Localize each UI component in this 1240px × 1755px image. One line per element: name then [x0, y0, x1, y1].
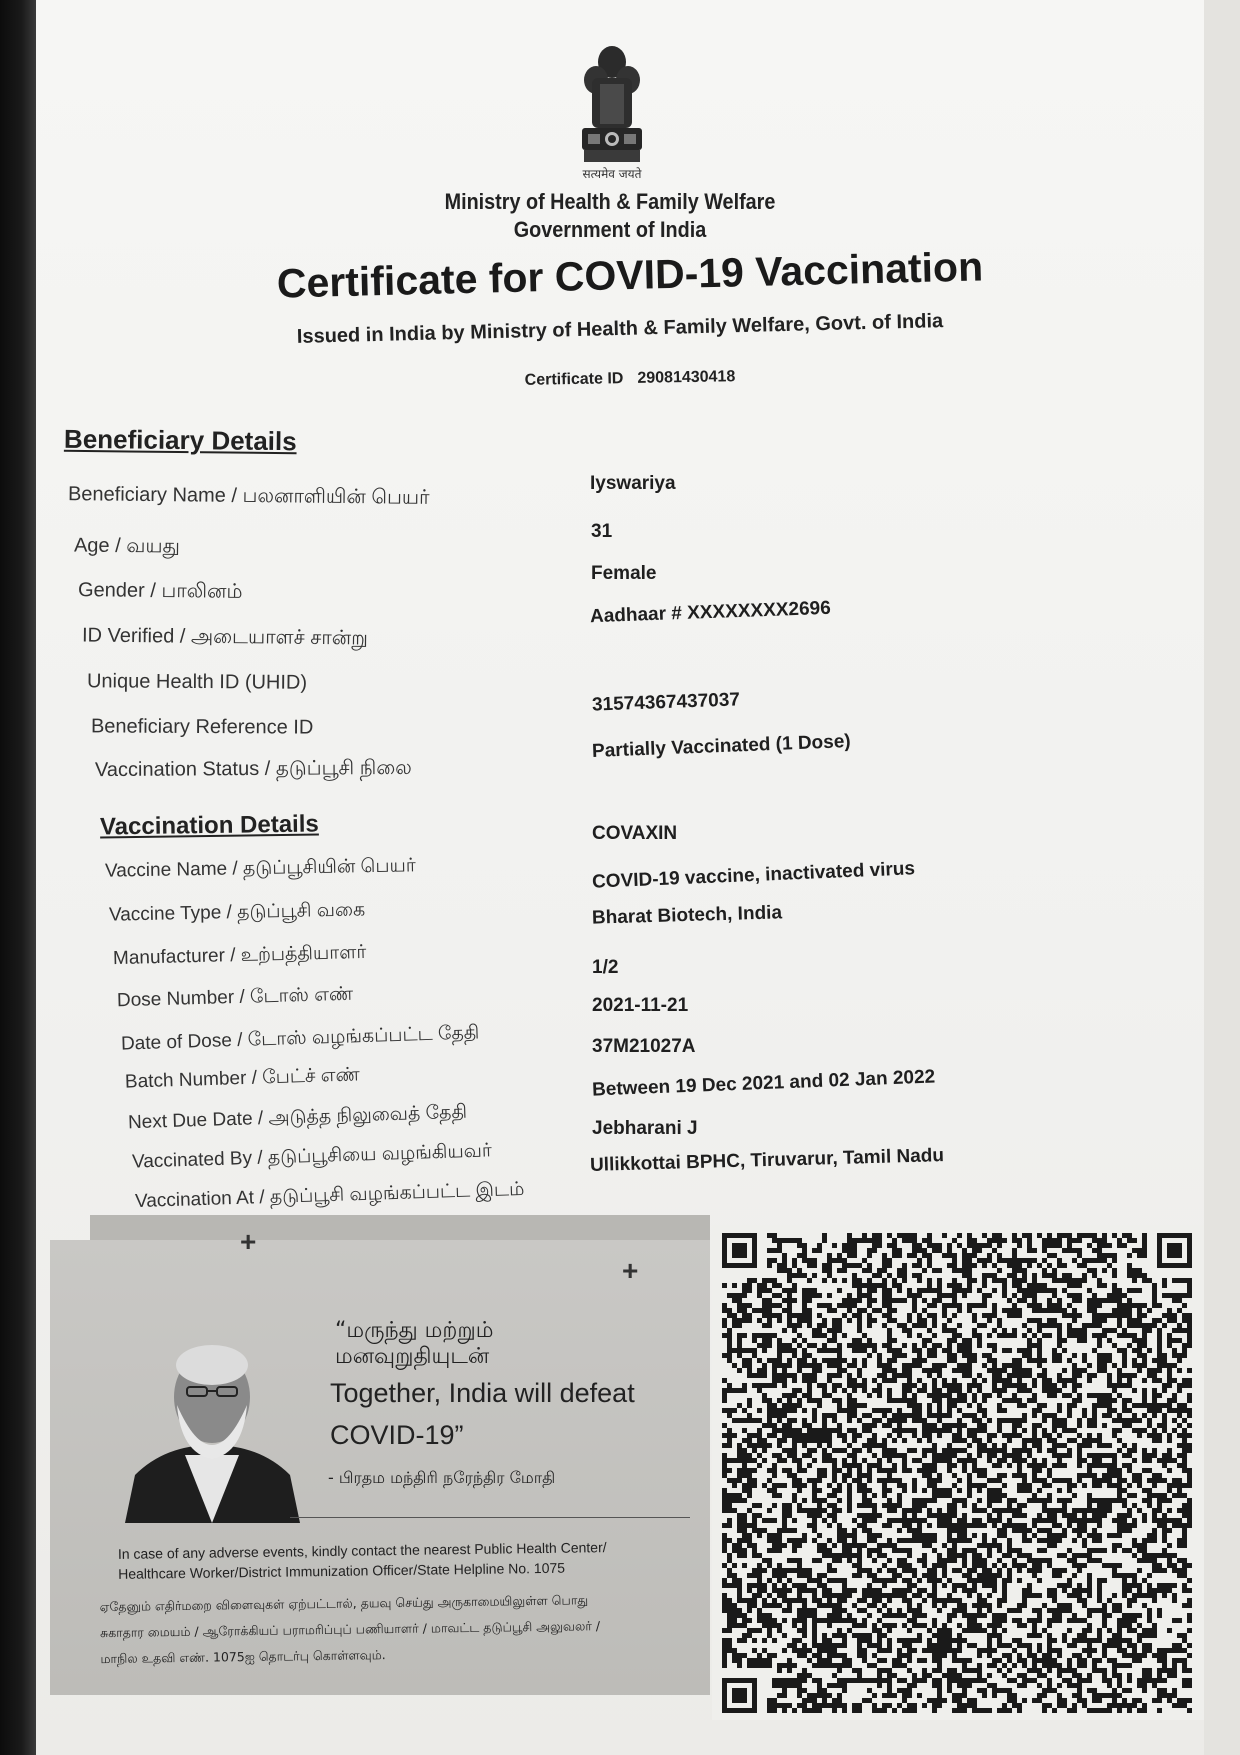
beneficiary-reference-id-label: Beneficiary Reference ID: [90, 715, 314, 739]
next-due-date-value: Between 19 Dec 2021 and 02 Jan 2022: [591, 1066, 936, 1101]
quote-english-line: COVID-19”: [330, 1420, 464, 1450]
vaccination-status-value: Partially Vaccinated (1 Dose): [591, 731, 852, 762]
vaccination-at-value: Ullikkottai BPHC, Tiruvarur, Tamil Nadu: [589, 1145, 945, 1176]
gender-label: Gender / பாலினம்: [77, 579, 243, 603]
quote-tamil-line: மனவுறுதியுடன்: [335, 1344, 490, 1369]
adverse-line: சுகாதார மையம் / ஆரோக்கியப் பராமரிப்புப் பணியாளர் / மாவட்ட தடுப்பூசி அலுவலர் /: [99, 1618, 601, 1641]
vaccination-at-label: Vaccination At / தடுப்பூசி வழங்கப்பட்ட இடம்: [134, 1178, 525, 1213]
vaccination-details-heading: Vaccination Details: [99, 810, 319, 841]
qr-code-panel: [712, 1225, 1204, 1720]
adverse-events-english: [118, 1536, 679, 1584]
age-value: 31: [591, 521, 613, 542]
emblem-motto: सत्यमेव जयते: [582, 167, 642, 181]
adverse-events-tamil: [99, 1586, 690, 1672]
dose-number-value: 1/2: [592, 957, 619, 978]
adverse-line: ஏதேனும் எதிர்மறை விளைவுகள் ஏற்பட்டால், தயவு செய்து அருகாமையிலுள்ள பொது: [99, 1592, 589, 1615]
plus-mark-icon: +: [240, 1226, 257, 1257]
issued-by-line: Issued in India by Ministry of Health & Family Welfare, Govt. of India: [296, 310, 944, 348]
prime-minister-portrait: [125, 1335, 300, 1523]
quote-tamil-line: “மருந்து மற்றும்: [335, 1318, 494, 1343]
certificate-id-value: 29081430418: [637, 368, 736, 387]
uhid-label: Unique Health ID (UHID): [86, 670, 308, 694]
id-verified-label: ID Verified / அடையாளச் சான்று: [81, 624, 369, 650]
vaccine-type-label: Vaccine Type / தடுப்பூசி வகை: [108, 899, 366, 926]
plus-mark-icon: +: [622, 1255, 639, 1286]
gender-value: Female: [591, 563, 657, 584]
adverse-line: மாநில உதவி எண். 1075ஐ தொடர்பு கொள்ளவும்.: [100, 1647, 386, 1667]
quote-english-line: Together, India will defeat: [330, 1378, 635, 1408]
quote-attribution: - பிரதம மந்திரி நரேந்திர மோதி: [328, 1468, 556, 1487]
quote-tamil: [335, 1318, 493, 1370]
batch-number-label: Batch Number / பேட்ச் எண்: [124, 1064, 361, 1093]
dose-number-label: Dose Number / டோஸ் எண்: [116, 983, 354, 1012]
banner-divider: [290, 1517, 690, 1518]
vaccine-type-value: COVID-19 vaccine, inactivated virus: [591, 858, 916, 893]
next-due-date-label: Next Due Date / அடுத்த நிலுவைத் தேதி: [127, 1101, 468, 1134]
government-line: Government of India: [513, 217, 707, 242]
age-label: Age / வயது: [73, 534, 181, 558]
state-emblem-icon: [574, 40, 650, 180]
vaccination-status-label: Vaccination Status / தடுப்பூசி நிலை: [94, 756, 412, 782]
manufacturer-label: Manufacturer / உற்பத்தியாளர்: [112, 941, 367, 970]
photo-left-shadow: [0, 0, 36, 1755]
certificate-title: Certificate for COVID-19 Vaccination: [276, 243, 984, 307]
photo-right-edge: [1204, 0, 1240, 1755]
qr-code-icon: [722, 1233, 1192, 1713]
quote-english: [330, 1372, 635, 1456]
id-verified-value: Aadhaar # XXXXXXXX2696: [589, 597, 832, 628]
vaccinated-by-value: Jebharani J: [592, 1118, 698, 1139]
beneficiary-details-heading: Beneficiary Details: [63, 423, 297, 457]
date-of-dose-label: Date of Dose / டோஸ் வழங்கப்பட்ட தேதி: [120, 1022, 480, 1055]
ministry-line: Ministry of Health & Family Welfare: [444, 189, 776, 214]
vaccine-name-label: Vaccine Name / தடுப்பூசியின் பெயர்: [104, 855, 416, 882]
adverse-line: In case of any adverse events, kindly contact the nearest Public Health Center/: [117, 1539, 607, 1562]
beneficiary-name-label: Beneficiary Name / பலனாளியின் பெயர்: [67, 483, 430, 509]
manufacturer-value: Bharat Biotech, India: [591, 902, 783, 929]
certificate-id-label: Certificate ID: [524, 370, 624, 389]
beneficiary-name-value: Iyswariya: [590, 473, 676, 494]
vaccinated-by-label: Vaccinated By / தடுப்பூசியை வழங்கியவர்: [131, 1140, 493, 1173]
date-of-dose-value: 2021-11-21: [592, 995, 689, 1016]
beneficiary-reference-id-value: 31574367437037: [591, 689, 741, 716]
batch-number-value: 37M21027A: [592, 1036, 696, 1057]
vaccine-name-value: COVAXIN: [592, 823, 678, 844]
adverse-line: Healthcare Worker/District Immunization Officer/State Helpline No. 1075: [118, 1559, 566, 1582]
ministry-heading: [403, 188, 817, 244]
